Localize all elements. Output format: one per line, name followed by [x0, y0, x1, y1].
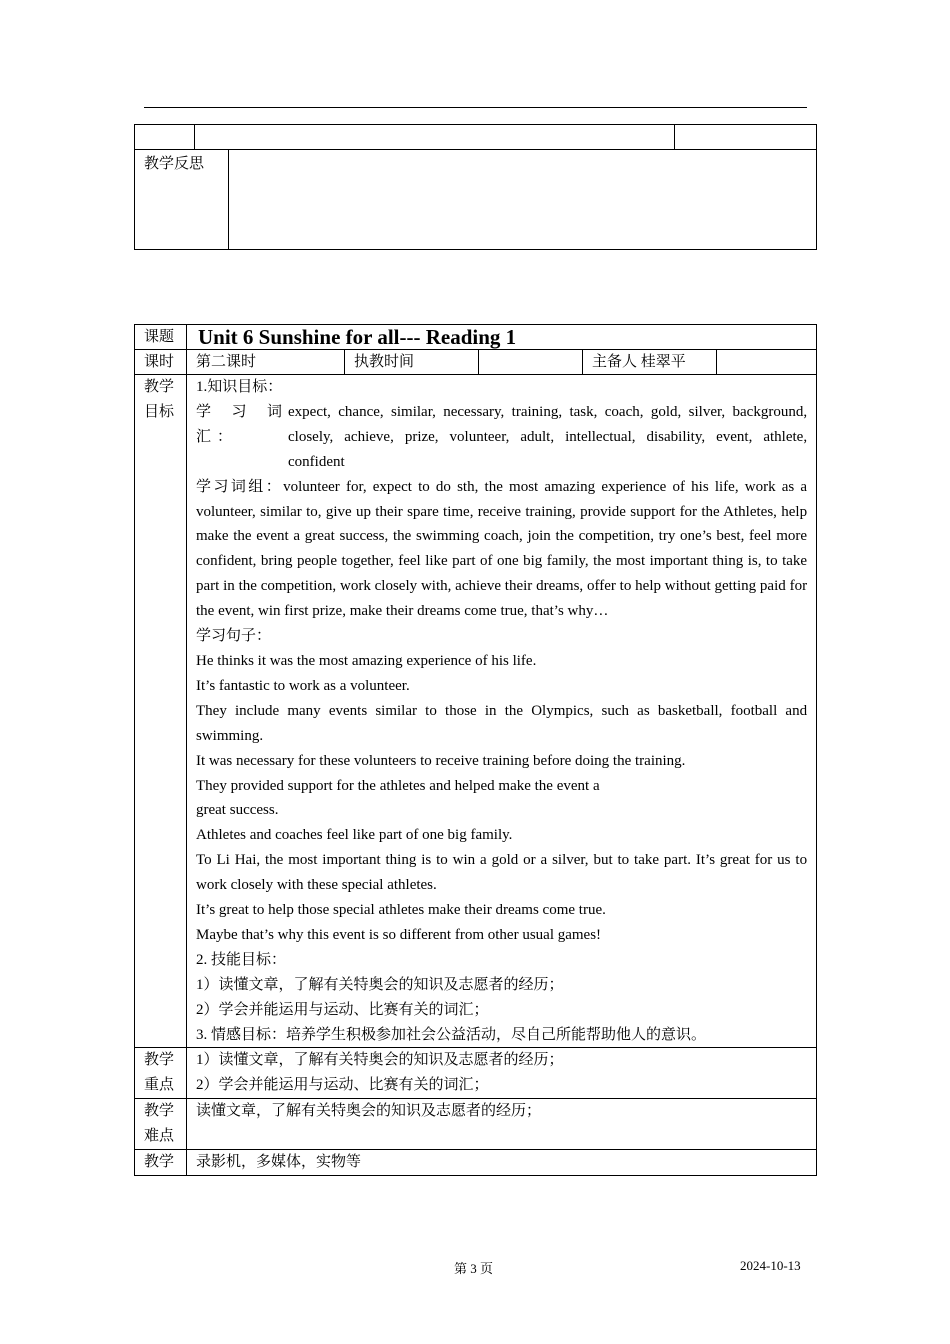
footer-date: 2024-10-13 [740, 1258, 801, 1273]
sentence: It’s fantastic to work as a volunteer. [196, 677, 410, 694]
topic-label: 课题 [135, 325, 187, 350]
sentence: great success. [196, 802, 279, 819]
previous-lesson-table [134, 124, 817, 250]
reflection-label: 教学反思 [135, 150, 229, 250]
keypoints-label: 教学 重点 [135, 1048, 187, 1099]
sentence: They provided support for the athletes and helped make the event a [196, 777, 600, 794]
tools-content: 录影机，多媒体，实物等 [187, 1150, 817, 1176]
objectives-label: 教学 目标 [135, 375, 187, 1048]
lesson-title: Unit 6 Sunshine for all--- Reading 1 [187, 325, 817, 350]
empty-row [135, 125, 817, 150]
tools-row [135, 1150, 817, 1176]
skills-heading: 2. 技能目标： [196, 951, 287, 968]
sentences-heading: 学习句子： [196, 628, 272, 645]
skill-item: 2）学会并能运用与运动、比赛有关的词汇； [196, 1001, 489, 1018]
topic-row [135, 325, 817, 350]
period-label: 课时 [135, 350, 187, 375]
preparer: 主备人 桂翠平 [583, 350, 717, 375]
reflection-content [229, 150, 817, 250]
objectives-content [187, 375, 817, 1048]
period-row [135, 350, 817, 375]
sentence: They include many events similar to those in the Olympics, such as basketball, football and swimming. [196, 702, 808, 744]
skill-item: 1）读懂文章，了解有关特奥会的知识及志愿者的经历； [196, 976, 564, 993]
sentence: It’s great to help those special athletes make their dreams come true. [196, 902, 606, 919]
tools-label: 教学 [135, 1150, 187, 1176]
sentence: Maybe that’s why this event is so different from other usual games! [196, 926, 602, 943]
difficulty-content: 读懂文章，了解有关特奥会的知识及志愿者的经历； [187, 1099, 817, 1150]
lesson-plan-table [134, 324, 817, 1176]
emotion-goal: 3. 情感目标：培养学生积极参加社会公益活动，尽自己所能帮助他人的意识。 [196, 1026, 707, 1043]
header-rule [144, 107, 807, 108]
sentence: To Li Hai, the most important thing is to win a gold or a silver, but to take part. It’s great for us to work closely with these special athletes. [196, 852, 808, 894]
keypoint-item: 2）学会并能运用与运动、比赛有关的词汇； [196, 1077, 489, 1094]
sentence: It was necessary for these volunteers to receive training before doing the training. [196, 752, 686, 769]
period-value: 第二课时 [187, 350, 345, 375]
empty-cell [135, 125, 195, 150]
time-value [479, 350, 583, 375]
sentence: He thinks it was the most amazing experience of his life. [196, 652, 537, 669]
empty-cell [195, 125, 675, 150]
empty-cell [675, 125, 817, 150]
difficulty-row [135, 1099, 817, 1150]
vocabulary-key: 学习词汇： [196, 403, 288, 445]
vocabulary-block [196, 400, 807, 475]
keypoints-content [187, 1048, 817, 1099]
difficulty-label: 教学 难点 [135, 1099, 187, 1150]
preparer-extra [717, 350, 817, 375]
keypoints-row [135, 1048, 817, 1099]
page-number: 第 3 页 [454, 1261, 494, 1276]
objectives-row [135, 375, 817, 1048]
time-label: 执教时间 [345, 350, 479, 375]
sentence: Athletes and coaches feel like part of one big family. [196, 827, 513, 844]
reflection-row [135, 150, 817, 250]
phrases-paragraph: 学习词组：volunteer for, expect to do sth, the most amazing experience of his life, work as a volunteer, similar to, give up their spare time, receive training, provide support for the Athletes, help make the event a great success, the swimming coach, join the competition, try one’s best, feel more confident, bring people together, feel like part of one big family, the most important thing is, to take part in the competition, work closely with, achieve their dreams, offer to help without getting paid for the event, win first prize, make their dreams come true, that’s why… [196, 478, 808, 620]
keypoint-item: 1）读懂文章，了解有关特奥会的知识及志愿者的经历； [196, 1052, 564, 1069]
vocabulary-list: expect, chance, similar, necessary, training, task, coach, gold, silver, background, closely, achieve, prize, volunteer, adult, intellectual, disability, event, athlete, confident [288, 403, 808, 470]
knowledge-heading: 1.知识目标： [196, 379, 283, 395]
